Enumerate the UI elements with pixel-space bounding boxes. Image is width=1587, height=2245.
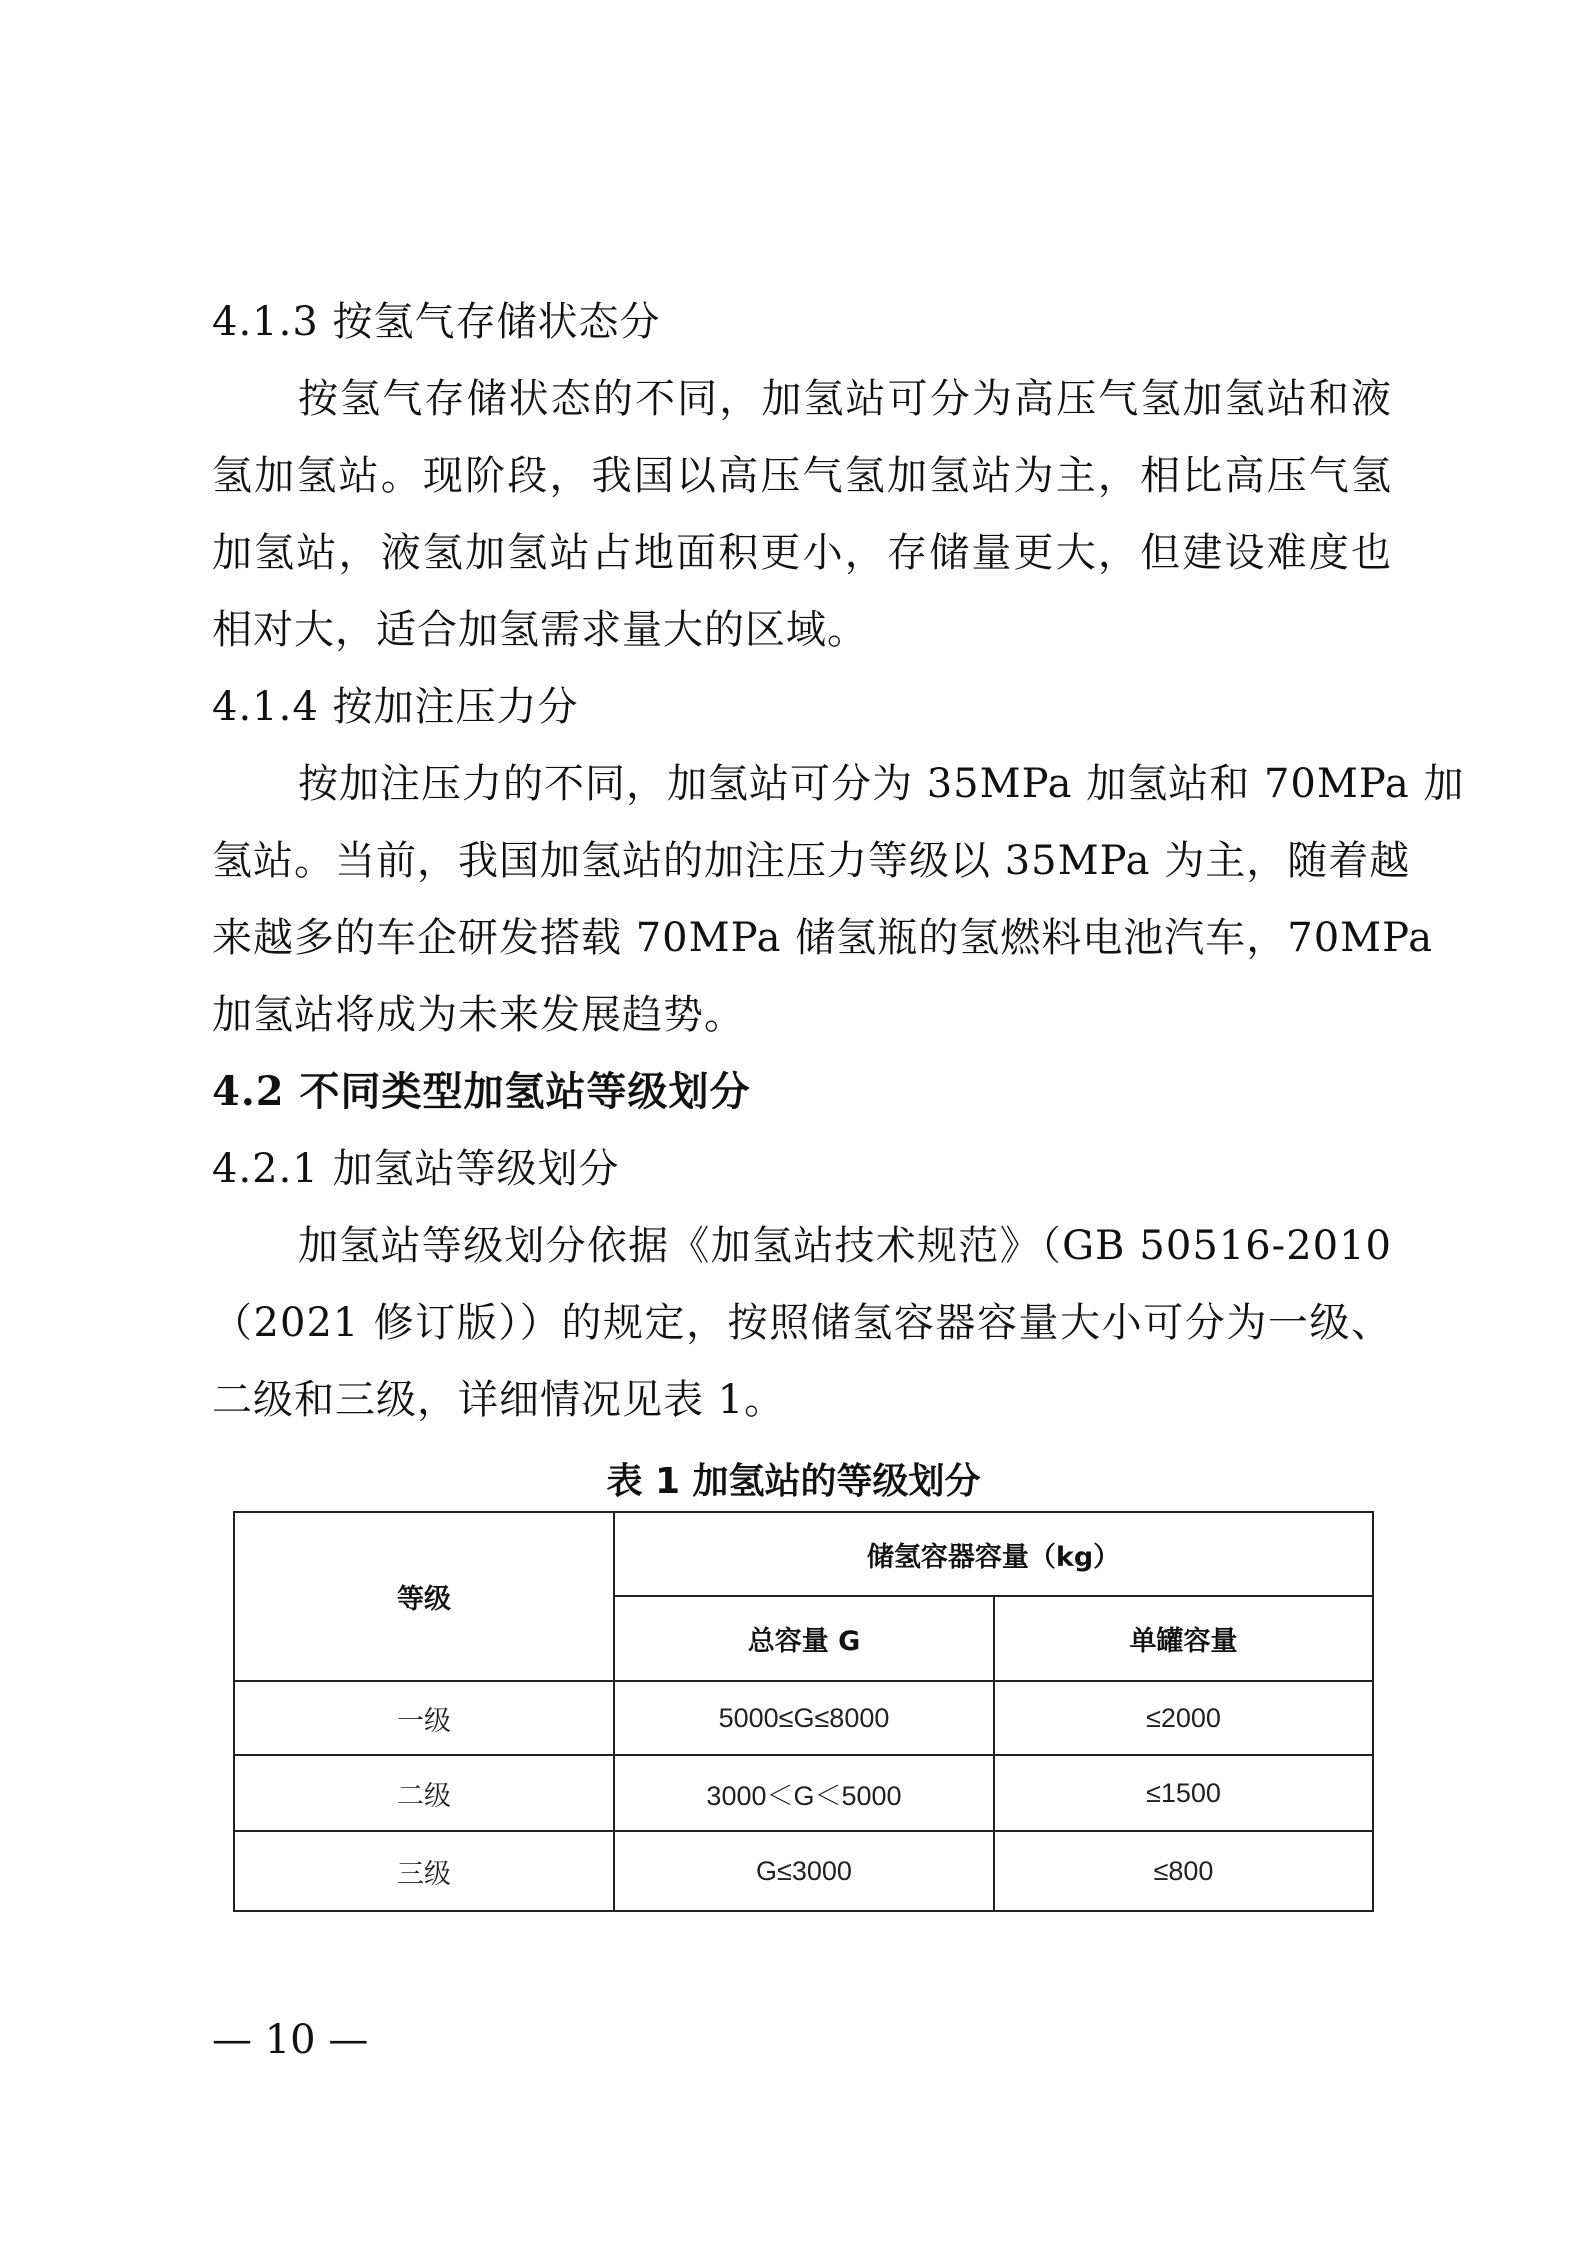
header-total-capacity: 总容量 G <box>614 1596 994 1681</box>
header-grade: 等级 <box>234 1512 614 1681</box>
page-number: — 10 — <box>212 2017 369 2063</box>
single-capacity-cell: ≤800 <box>994 1831 1373 1911</box>
table-row <box>234 1681 1373 1755</box>
paragraph-line: 按加注压力的不同，加氢站可分为 35MPa 加氢站和 70MPa 加 <box>298 761 1465 807</box>
grade-cell: 三级 <box>234 1831 614 1911</box>
grade-cell: 一级 <box>234 1681 614 1755</box>
grade-cell: 二级 <box>234 1755 614 1831</box>
section-heading-4-2: 4.2 不同类型加氢站等级划分 <box>212 1068 751 1115</box>
total-capacity-cell: 5000≤G≤8000 <box>614 1681 994 1755</box>
table-caption: 表 1 加氢站的等级划分 <box>606 1461 981 1502</box>
paragraph-line: 二级和三级，详细情况见表 1。 <box>212 1377 786 1423</box>
table-row <box>234 1755 1373 1831</box>
paragraph-line: 氢加氢站。现阶段，我国以高压气氢加氢站为主，相比高压气氢 <box>212 453 1392 499</box>
section-heading-4-1-4: 4.1.4 按加注压力分 <box>212 684 579 730</box>
paragraph-line: 来越多的车企研发搭载 70MPa 储氢瓶的氢燃料电池汽车，70MPa <box>212 915 1434 961</box>
paragraph-line: 相对大，适合加氢需求量大的区域。 <box>212 607 868 653</box>
single-capacity-cell: ≤2000 <box>994 1681 1373 1755</box>
section-heading-4-1-3: 4.1.3 按氢气存储状态分 <box>212 299 661 345</box>
paragraph-line: 加氢站等级划分依据《加氢站技术规范》（GB 50516-2010 <box>298 1223 1392 1269</box>
total-capacity-cell: 3000＜G＜5000 <box>614 1755 994 1831</box>
section-heading-4-2-1: 4.2.1 加氢站等级划分 <box>212 1146 620 1192</box>
grade-table <box>233 1511 1374 1912</box>
paragraph-line: （2021 修订版））的规定，按照储氢容器容量大小可分为一级、 <box>212 1300 1392 1346</box>
table-row <box>234 1831 1373 1911</box>
paragraph-line: 氢站。当前，我国加氢站的加注压力等级以 35MPa 为主，随着越 <box>212 838 1411 884</box>
paragraph-line: 加氢站将成为未来发展趋势。 <box>212 992 745 1038</box>
header-single-tank-capacity: 单罐容量 <box>994 1596 1373 1681</box>
single-capacity-cell: ≤1500 <box>994 1755 1373 1831</box>
header-capacity: 储氢容器容量（kg） <box>614 1512 1373 1596</box>
total-capacity-cell: G≤3000 <box>614 1831 994 1911</box>
paragraph-line: 加氢站，液氢加氢站占地面积更小，存储量更大，但建设难度也 <box>212 530 1392 576</box>
paragraph-line: 按氢气存储状态的不同，加氢站可分为高压气氢加氢站和液 <box>298 376 1392 422</box>
